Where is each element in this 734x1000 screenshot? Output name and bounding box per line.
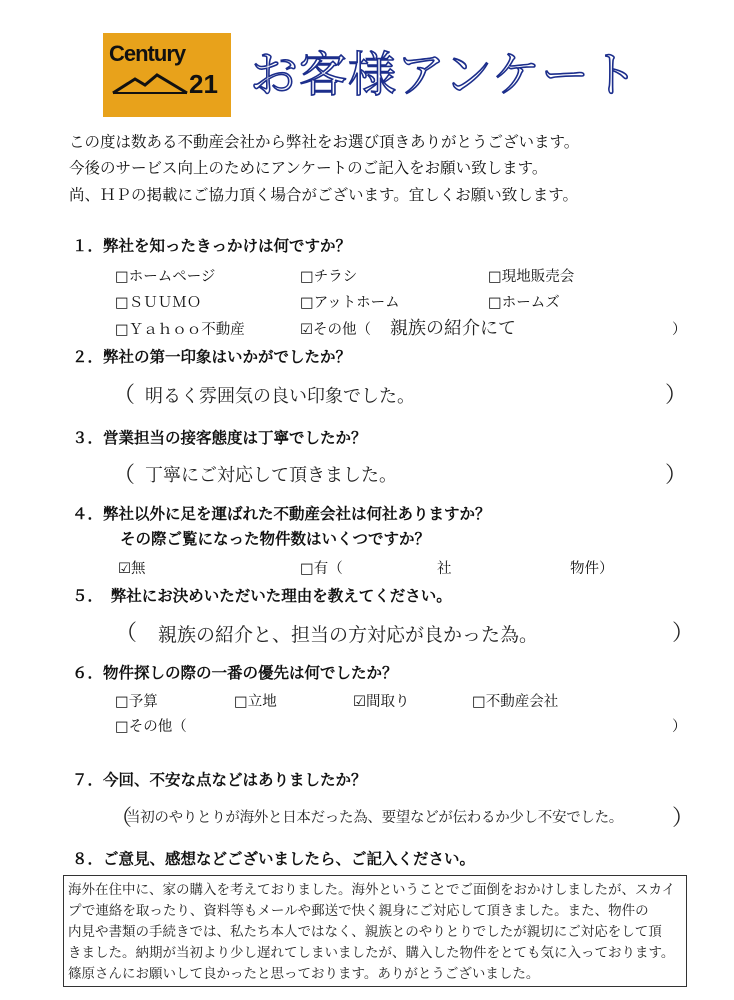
q3-answer: 丁寧にご対応して頂きました。 <box>145 465 397 486</box>
q6-opt-budget[interactable]: □予算 <box>115 694 158 710</box>
comment-line-2: プで連絡を取ったり、資料等もメールや郵送で快く親身にご対応して頂きました。また、物件の <box>68 903 649 919</box>
q6-close-paren: ） <box>672 719 687 735</box>
century21-logo <box>103 33 231 117</box>
q4-label-2: その際ご覧になった物件数はいくつですか？ <box>120 530 431 548</box>
q7-answer: 当初のやりとりが海外と日本だった為、要望などが伝わるか少し不安でした。 <box>126 810 623 826</box>
q6-label: ６．物件探しの際の一番の優先は何でしたか？ <box>72 664 398 682</box>
logo-word: Century <box>109 41 186 66</box>
q5-close-paren: ） <box>672 621 695 646</box>
q3-open-paren: （ <box>113 463 136 488</box>
q3-label: ３．営業担当の接客態度は丁寧でしたか？ <box>72 429 367 447</box>
q2-close-paren: ） <box>665 383 688 408</box>
q4-sha: 社 <box>437 561 452 577</box>
page-title: お客様アンケート <box>250 47 640 103</box>
q1-opt-chirashi[interactable]: □チラシ <box>300 269 358 285</box>
intro-line-2: 今後のサービス向上のためにアンケートのご記入をお願い致します。 <box>69 159 548 177</box>
q1-opt-other[interactable]: ☑その他（ <box>300 322 371 338</box>
house-roof-icon <box>111 73 189 95</box>
q4-label: ４．弊社以外に足を運ばれた不動産会社は何社ありますか？ <box>72 505 491 523</box>
q2-label: ２．弊社の第一印象はいかがでしたか？ <box>72 348 352 366</box>
q3-close-paren: ） <box>665 463 688 488</box>
intro-line-3: 尚、ＨＰの掲載にご協力頂く場合がございます。宜しくお願い致します。 <box>69 186 579 204</box>
logo-number: 21 <box>189 69 218 99</box>
q8-label: ８．ご意見、感想などございましたら、ご記入ください。 <box>72 850 476 868</box>
comment-line-3: 内見や書類の手続きでは、私たち本人ではなく、親族とのやりとりでしたが親切にご対応をして頂 <box>68 924 662 940</box>
q1-opt-suumo[interactable]: □ＳＵＵＭＯ <box>115 295 202 311</box>
q1-opt-yahoo[interactable]: □Ｙａｈｏｏ不動産 <box>115 322 245 338</box>
q4-opt-none[interactable]: ☑無 <box>118 561 146 577</box>
q2-answer: 明るく雰囲気の良い印象でした。 <box>145 386 415 407</box>
comment-line-4: きました。納期が当初より少し遅れてしまいましたが、購入した物件をとても気に入っております。 <box>68 945 675 961</box>
q1-answer: 親族の紹介にて <box>390 318 516 339</box>
q1-opt-genchi[interactable]: □現地販売会 <box>488 269 575 285</box>
comment-box <box>63 875 687 987</box>
q1-opt-homes[interactable]: □ホームズ <box>488 295 560 311</box>
q6-opt-other[interactable]: □その他（ <box>115 719 187 735</box>
comment-line-1: 海外在住中に、家の購入を考えておりました。海外ということでご面倒をおかけしましたが、スカイ <box>68 882 676 898</box>
q5-answer: 親族の紹介と、担当の方対応が良かった為。 <box>158 624 539 646</box>
comment-line-5: 篠原さんにお願いして良かったと思っております。ありがとうございました。 <box>68 966 540 982</box>
intro-line-1: この度は数ある不動産会社から弊社をお選び頂きありがとうございます。 <box>69 133 580 151</box>
q1-label: １．弊社を知ったきっかけは何ですか？ <box>72 237 352 255</box>
q6-opt-layout[interactable]: ☑間取り <box>353 694 410 710</box>
q7-label: ７．今回、不安な点などはありましたか？ <box>72 771 367 789</box>
q1-close-paren: ） <box>672 322 687 338</box>
q2-open-paren: （ <box>113 383 136 408</box>
q4-opt-yes[interactable]: □有（ <box>300 561 343 577</box>
q4-bukken: 物件） <box>570 561 614 577</box>
q5-open-paren: （ <box>115 621 138 646</box>
q7-open-paren: （ <box>110 806 133 831</box>
q6-opt-location[interactable]: □立地 <box>234 694 277 710</box>
q1-opt-homepage[interactable]: □ホームページ <box>115 269 216 285</box>
q7-close-paren: ） <box>672 806 695 831</box>
q6-opt-agent[interactable]: □不動産会社 <box>472 694 559 710</box>
q5-label: ５． 弊社にお決めいただいた理由を教えてください。 <box>72 587 452 605</box>
q1-opt-athome[interactable]: □アットホーム <box>300 295 400 311</box>
